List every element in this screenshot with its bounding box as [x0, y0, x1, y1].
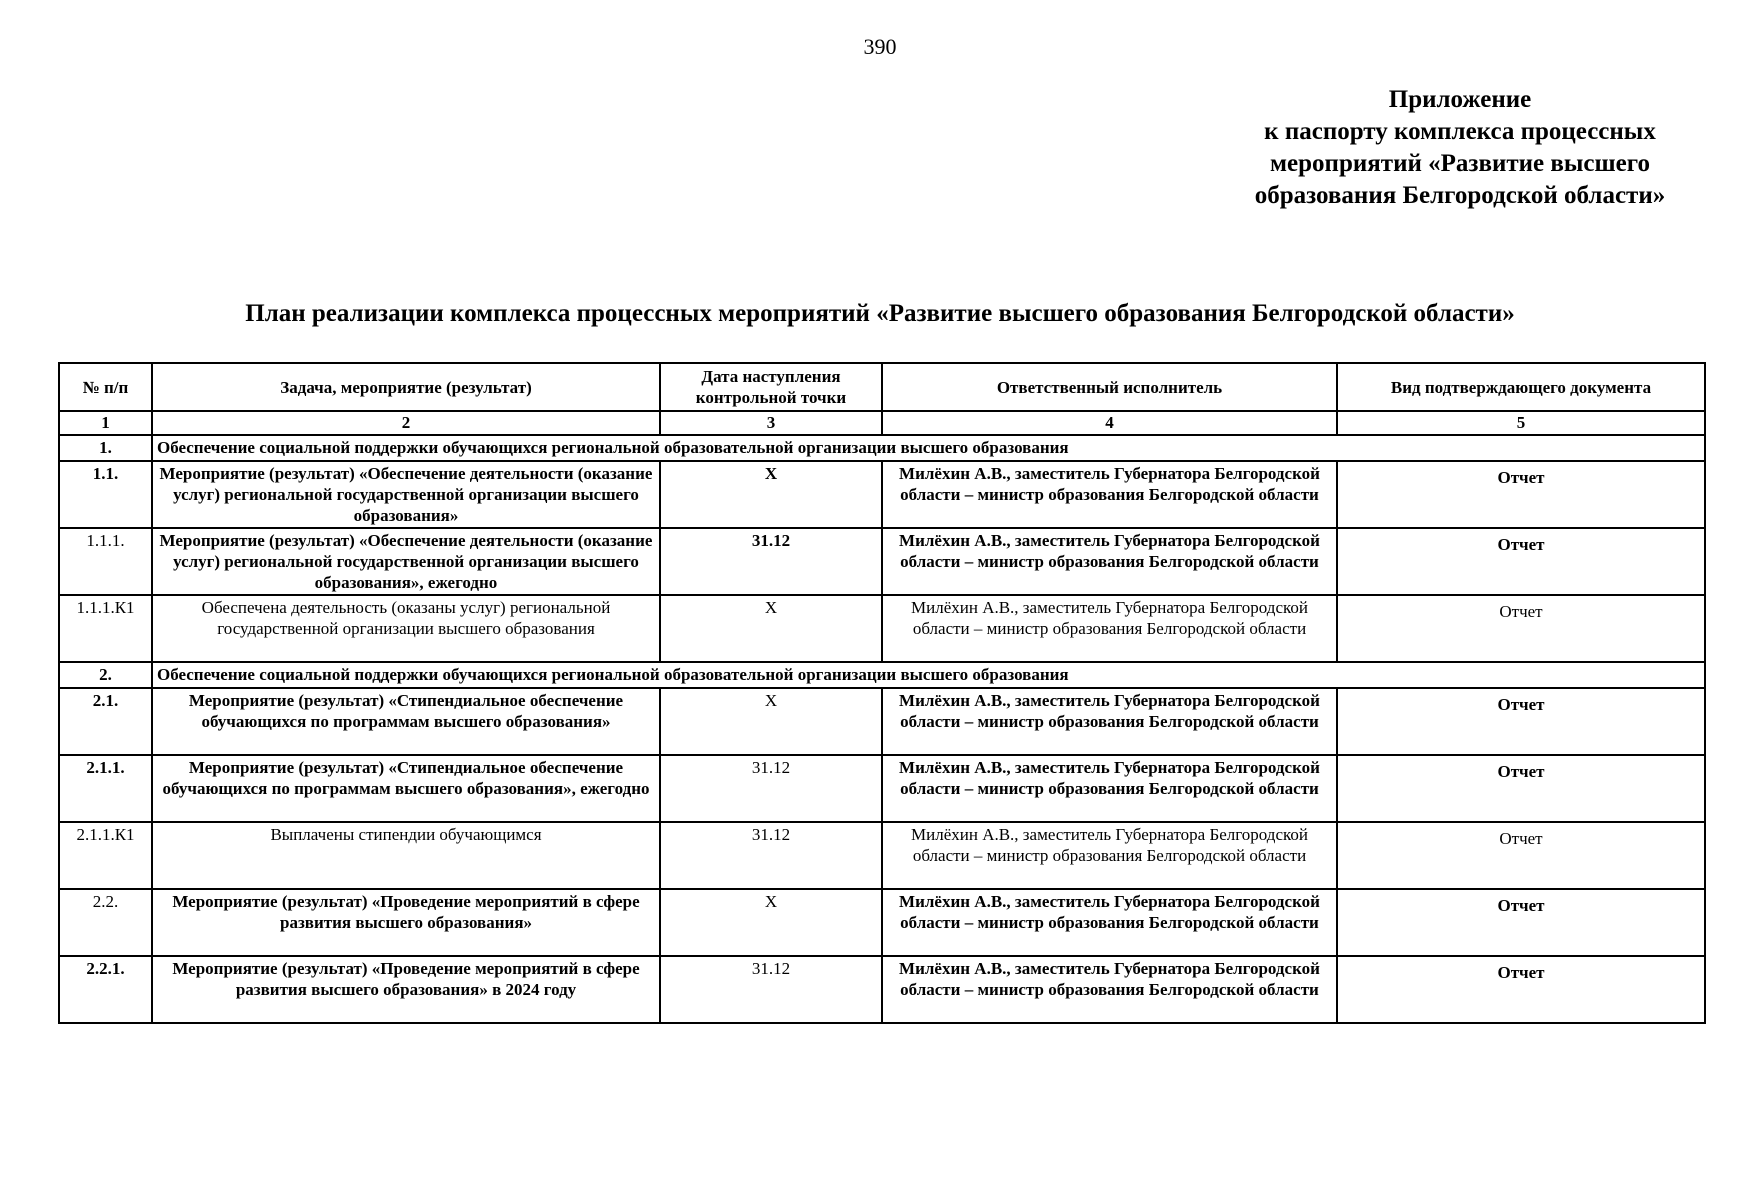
- row-date: 31.12: [660, 755, 882, 822]
- row-date: X: [660, 889, 882, 956]
- section-title: Обеспечение социальной поддержки обучающихся региональной образовательной организации высшего образования: [152, 435, 1705, 461]
- header-task: Задача, мероприятие (результат): [152, 363, 660, 411]
- section-title: Обеспечение социальной поддержки обучающихся региональной образовательной организации высшего образования: [152, 662, 1705, 688]
- appendix-line-2: к паспорту комплекса процессных: [1264, 118, 1656, 145]
- row-num: 2.1.1.К1: [59, 822, 152, 889]
- appendix-line-1: Приложение: [1388, 86, 1532, 113]
- appendix-heading: [1220, 84, 1700, 212]
- table-row: [59, 822, 1705, 889]
- column-number: 3: [660, 411, 882, 435]
- appendix-line-3: мероприятий «Развитие высшего: [1270, 150, 1650, 177]
- row-task: Выплачены стипендии обучающимся: [152, 822, 660, 889]
- appendix-line-4: образования Белгородской области»: [1254, 182, 1666, 209]
- row-task: Мероприятие (результат) «Стипендиальное обеспечение обучающихся по программам высшего образования», ежегодно: [152, 755, 660, 822]
- row-responsible: Милёхин А.В., заместитель Губернатора Белгородской области – министр образования Белгородской области: [882, 595, 1337, 662]
- row-num: 1.1.1.К1: [59, 595, 152, 662]
- row-document-text: Отчет: [1497, 468, 1545, 487]
- header-date: Дата наступления контрольной точки: [660, 363, 882, 411]
- column-number: 2: [152, 411, 660, 435]
- row-task: Мероприятие (результат) «Обеспечение деятельности (оказание услуг) региональной государственной организации высшего образования»: [152, 461, 660, 528]
- row-num: 2.2.: [59, 889, 152, 956]
- table-row: [59, 688, 1705, 755]
- row-responsible: Милёхин А.В., заместитель Губернатора Белгородской области – министр образования Белгородской области: [882, 528, 1337, 595]
- row-document: [1337, 755, 1705, 822]
- table-row: [59, 956, 1705, 1023]
- row-num: 2.1.: [59, 688, 152, 755]
- column-number: 5: [1337, 411, 1705, 435]
- row-task: Мероприятие (результат) «Проведение мероприятий в сфере развития высшего образования» в 2024 году: [152, 956, 660, 1023]
- row-date: X: [660, 461, 882, 528]
- plan-table: [58, 362, 1706, 1024]
- row-task: Мероприятие (результат) «Проведение мероприятий в сфере развития высшего образования»: [152, 889, 660, 956]
- table-row: [59, 461, 1705, 528]
- row-task: Мероприятие (результат) «Стипендиальное обеспечение обучающихся по программам высшего образования»: [152, 688, 660, 755]
- row-document: [1337, 595, 1705, 662]
- row-responsible: Милёхин А.В., заместитель Губернатора Белгородской области – министр образования Белгородской области: [882, 889, 1337, 956]
- section-num: 1.: [59, 435, 152, 461]
- table-row: [59, 755, 1705, 822]
- row-date: 31.12: [660, 956, 882, 1023]
- row-date: 31.12: [660, 528, 882, 595]
- column-number: 4: [882, 411, 1337, 435]
- row-responsible: Милёхин А.В., заместитель Губернатора Белгородской области – министр образования Белгородской области: [882, 461, 1337, 528]
- row-task: Обеспечена деятельность (оказаны услуг) региональной государственной организации высшего образования: [152, 595, 660, 662]
- row-document: [1337, 822, 1705, 889]
- row-document: [1337, 688, 1705, 755]
- row-date: X: [660, 688, 882, 755]
- page-number: 390: [863, 34, 897, 59]
- row-num: 1.1.: [59, 461, 152, 528]
- row-document: [1337, 889, 1705, 956]
- table-row: [59, 889, 1705, 956]
- row-document-text: Отчет: [1497, 762, 1545, 781]
- row-document: [1337, 956, 1705, 1023]
- column-numbers-row: [59, 411, 1705, 435]
- row-document-text: Отчет: [1497, 963, 1545, 982]
- row-responsible: Милёхин А.В., заместитель Губернатора Белгородской области – министр образования Белгородской области: [882, 688, 1337, 755]
- row-document-text: Отчет: [1497, 535, 1545, 554]
- row-document-text: Отчет: [1499, 829, 1543, 848]
- row-document-text: Отчет: [1499, 602, 1543, 621]
- row-task: Мероприятие (результат) «Обеспечение деятельности (оказание услуг) региональной государственной организации высшего образования», ежегодно: [152, 528, 660, 595]
- row-document-text: Отчет: [1497, 896, 1545, 915]
- section-row: [59, 435, 1705, 461]
- row-date: 31.12: [660, 822, 882, 889]
- row-num: 1.1.1.: [59, 528, 152, 595]
- plan-title: План реализации комплекса процессных мероприятий «Развитие высшего образования Белгородской области»: [245, 300, 1515, 327]
- row-document-text: Отчет: [1497, 695, 1545, 714]
- row-responsible: Милёхин А.В., заместитель Губернатора Белгородской области – министр образования Белгородской области: [882, 755, 1337, 822]
- section-row: [59, 662, 1705, 688]
- column-number: 1: [59, 411, 152, 435]
- header-num: № п/п: [59, 363, 152, 411]
- table-row: [59, 595, 1705, 662]
- header-document: Вид подтверждающего документа: [1337, 363, 1705, 411]
- row-num: 2.1.1.: [59, 755, 152, 822]
- row-num: 2.2.1.: [59, 956, 152, 1023]
- row-document: [1337, 461, 1705, 528]
- row-document: [1337, 528, 1705, 595]
- row-responsible: Милёхин А.В., заместитель Губернатора Белгородской области – министр образования Белгородской области: [882, 956, 1337, 1023]
- row-date: X: [660, 595, 882, 662]
- table-header-row: [59, 363, 1705, 411]
- table-row: [59, 528, 1705, 595]
- header-responsible: Ответственный исполнитель: [882, 363, 1337, 411]
- row-responsible: Милёхин А.В., заместитель Губернатора Белгородской области – министр образования Белгородской области: [882, 822, 1337, 889]
- section-num: 2.: [59, 662, 152, 688]
